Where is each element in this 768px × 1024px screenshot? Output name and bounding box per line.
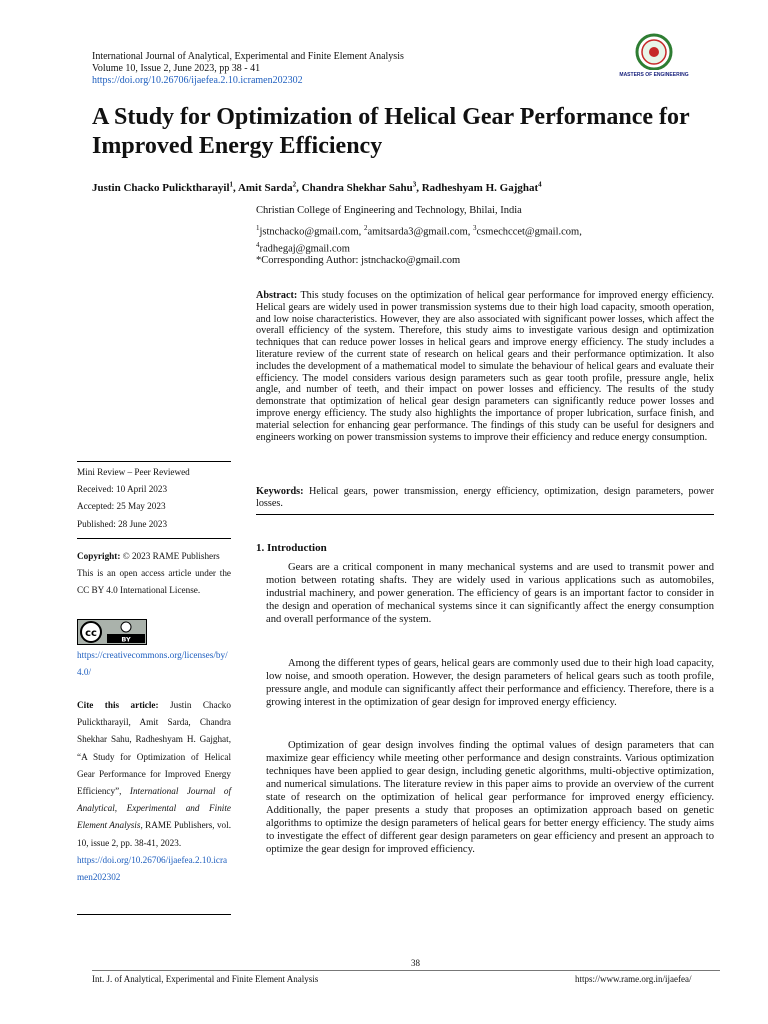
cite-label: Cite this article:: [77, 700, 159, 710]
copyright-text: © 2023 RAME Publishers: [122, 551, 220, 561]
journal-volume: Volume 10, Issue 2, June 2023, pp 38 - 41: [92, 63, 261, 74]
journal-header: [92, 51, 404, 87]
author: Radheshyam H. Gajghat$^4$: [421, 180, 542, 194]
sidebar-top-divider: [77, 461, 231, 462]
citation-block: [77, 697, 231, 886]
license-url-link[interactable]: https://creativecommons.org/licenses/by/4.0/: [77, 650, 228, 678]
paper-title: A Study for Optimization of Helical Gear Performance for Improved Energy Efficiency: [92, 104, 690, 159]
cc-by-license-badge[interactable]: [77, 619, 147, 645]
footer-divider: [92, 970, 720, 971]
author-list: [92, 180, 542, 194]
affiliation: Christian College of Engineering and Technology, Bhilai, India: [256, 205, 522, 216]
published-date: Published: 28 June 2023: [77, 518, 168, 529]
logo-text: MASTERS OF ENGINEERING: [619, 72, 689, 78]
cite-doi-link[interactable]: https://doi.org/10.26706/ijaefea.2.10.icramen202302: [77, 854, 228, 883]
copyright-block: [77, 548, 231, 600]
cite-text: Justin Chacko Pulicktharayil, Amit Sarda, Chandra Shekhar Sahu, Radheshyam H. Gajghat, “A Study for Optimization of Helical Gear Performance for Improved Energy Efficiency”,: [77, 700, 231, 797]
accepted-date: Accepted: 25 May 2023: [77, 501, 166, 512]
section-heading: 1. Introduction: [256, 542, 327, 554]
header-doi-link[interactable]: https://doi.org/10.26706/ijaefea.2.10.icramen202302: [92, 75, 303, 86]
abstract-divider: [256, 514, 714, 515]
cite-tail: , RAME Publishers, vol. 10, issue 2, pp. 38-41, 2023.: [77, 820, 231, 848]
license-text: This is an open access article under the CC BY 4.0 International License.: [77, 568, 231, 596]
sidebar-bottom-divider: [77, 914, 231, 915]
footer-url[interactable]: https://www.rame.org.in/ijaefea/: [575, 974, 692, 984]
copyright-label: Copyright:: [77, 551, 121, 561]
author: Amit Sarda$^2$,: [237, 180, 302, 194]
corresponding-author: *Corresponding Author: jstnchacko@gmail.com: [256, 255, 461, 266]
sidebar-divider: [77, 538, 231, 539]
cite-journal: International Journal of Analytical, Experimental and Finite Element Analysis: [77, 786, 231, 831]
author: Chandra Shekhar Sahu$^3$,: [301, 180, 422, 194]
keywords: [256, 486, 714, 510]
intro-paragraph: Gears are a critical component in many mechanical systems and are used to transmit power and motion between rotating shafts. They are widely used in various applications such as automobiles, industrial machinery, and power generation. The efficiency of gears is an important factor to consider in the design and operation of mechanical systems since it can significantly affect the energy consumption and overall performance of the system.: [266, 562, 714, 625]
article-history: [77, 464, 231, 533]
review-type: Mini Review – Peer Reviewed: [77, 467, 190, 477]
keywords-label: Keywords:: [256, 486, 304, 497]
received-date: Received: 10 April 2023: [77, 484, 168, 495]
abstract: [256, 290, 714, 443]
keywords-text: Helical gears, power transmission, energy efficiency, optimization, design parameters, power losses.: [256, 486, 714, 509]
intro-paragraph: Optimization of gear design involves finding the optimal values of design parameters that can maximize gear efficiency while meeting other performance and design constraints. Various optimization techniques have been applied to gear design, including genetic algorithms, multi-objective optimization, and numerical simulations. The literature review in this paper aims to provide an overview of the current state of research on the optimization of helical gear performance for improved energy efficiency. Additionally, the paper presents a study that proposes an optimization approach based on genetic algorithms to optimize the design parameters of helical gears for better energy efficiency. The study aims to investigate the effect of different gear design parameters on gear efficiency and present an approach to optimize the gear design for improved efficiency.: [266, 740, 714, 855]
footer-journal: Int. J. of Analytical, Experimental and Finite Element Analysis: [92, 974, 319, 984]
publisher-logo: [619, 32, 689, 80]
page-number: 38: [408, 958, 423, 968]
intro-paragraph: Among the different types of gears, helical gears are commonly used due to their high load capacity, low noise, and smooth operation. However, the design parameters of helical gears such as tooth profile, pressure angle, and module can significantly affect their performance and efficiency. Therefore, there is a growing interest in the optimization of gear design for improved energy efficiency.: [266, 658, 714, 708]
author-emails: $^1$jstnchacko@gmail.com, $^2$amitsarda3@gmail.com, $^3$csmechccet@gmail.com, $^4$radhegaj@gmail.com: [256, 224, 582, 254]
author: Justin Chacko Pulicktharayil$^1$,: [92, 180, 238, 194]
abstract-text: This study focuses on the optimization of helical gear performance for improved energy efficiency. Helical gears are widely used in power transmission systems due to their high load capacity, smooth operation, and low noise characteristics. However, they are also associated with significant power losses, which affect the overall efficiency of the system. Therefore, this study aims to investigate various design and optimization techniques that can reduce power losses in helical gears and improve energy efficiency. The study includes a literature review of the current state of research on helical gears and their performance optimization. It also includes the development of a mathematical model to simulate the behaviour of helical gears and evaluate their efficiency. The model considers various design parameters such as gear tooth profile, pressure angle, helix angle, and number of teeth, and their impact on power losses and efficiency. The results of the study demonstrate that optimization of helical gear design parameters can significantly reduce power losses and improve energy efficiency. The study also highlights the importance of proper lubrication, surface finish, and material selection for enhancing gear performance. The findings of this study can be useful for designers and engineers working on power transmission systems to improve their efficiency and reduce energy consumption.: [256, 290, 714, 443]
abstract-label: Abstract:: [256, 290, 298, 301]
svg-text:cc: cc: [85, 628, 97, 639]
journal-name: International Journal of Analytical, Experimental and Finite Element Analysis: [92, 51, 404, 62]
svg-text:BY: BY: [121, 635, 131, 644]
